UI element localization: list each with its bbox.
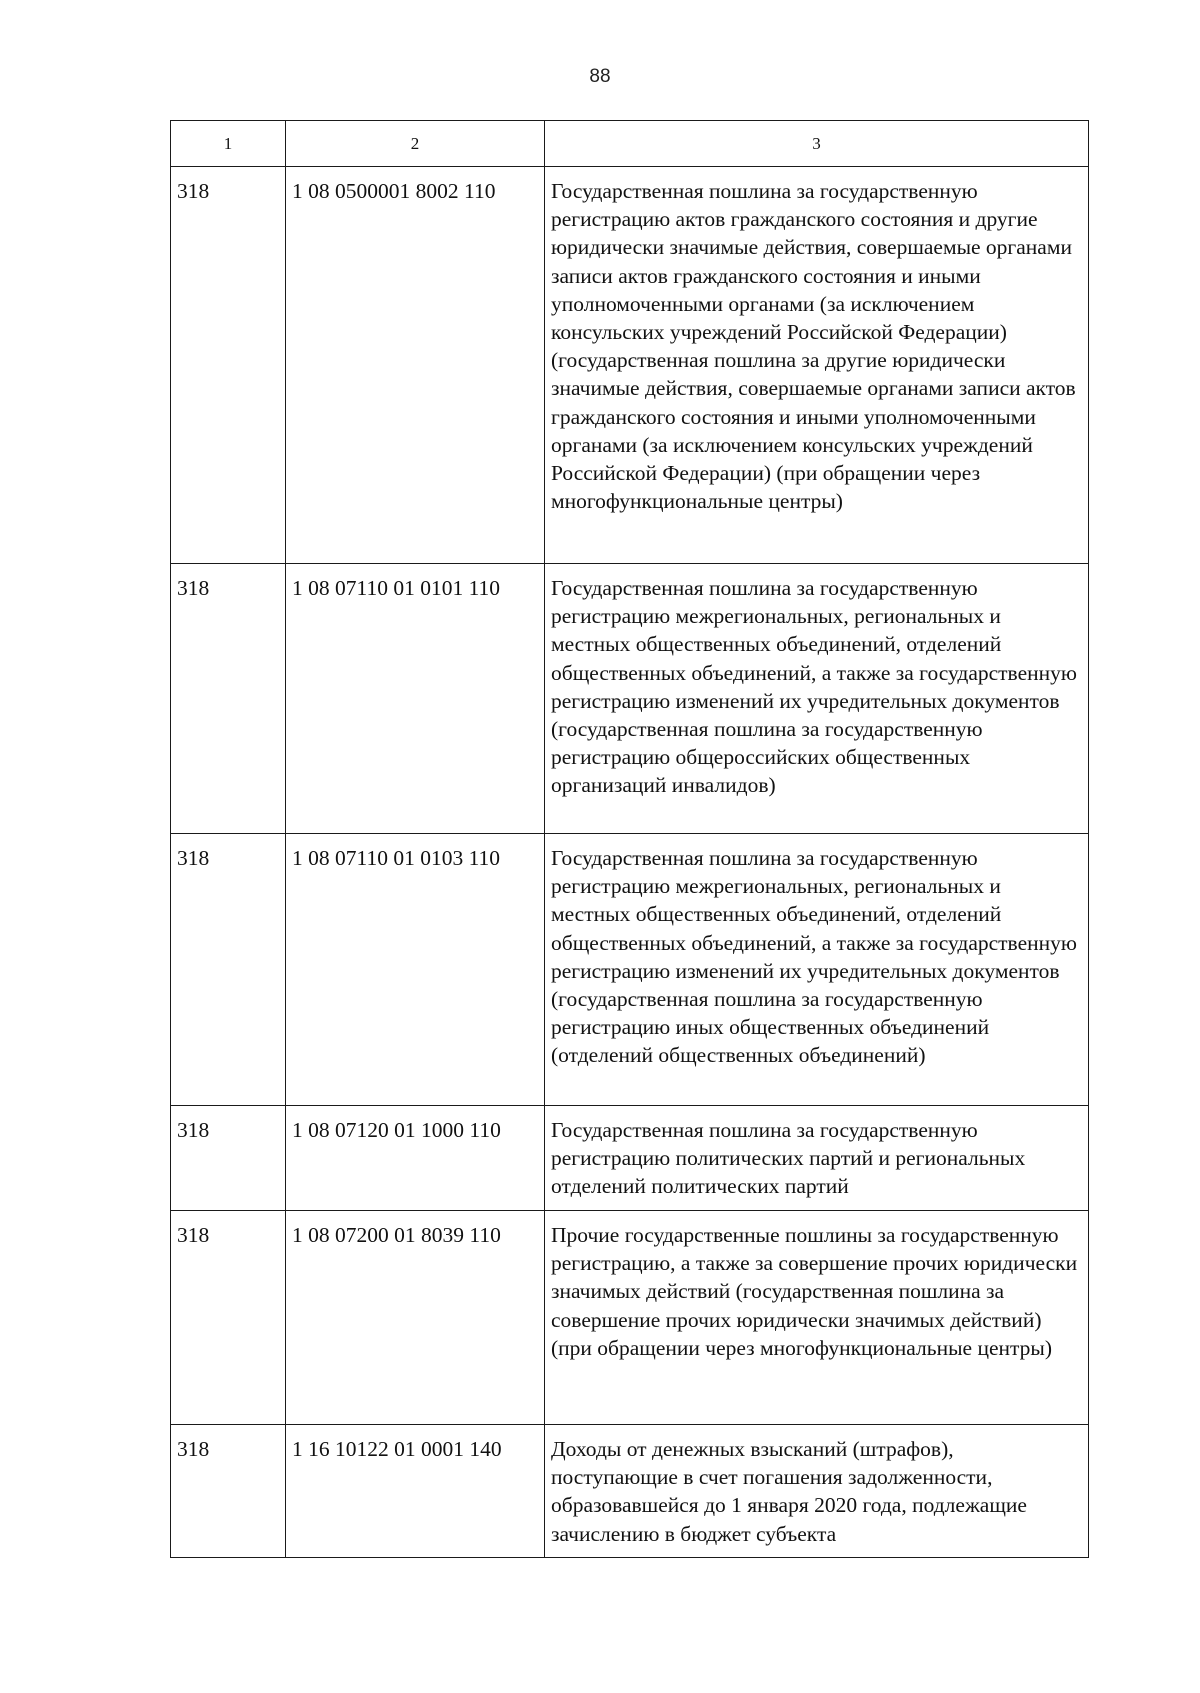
budget-code-cell: 1 08 07120 01 1000 110 xyxy=(286,1106,545,1211)
admin-code-cell: 318 xyxy=(171,1106,286,1211)
budget-code-table xyxy=(170,120,1089,1558)
budget-code-cell: 1 08 07110 01 0103 110 xyxy=(286,834,545,1106)
table-header-row xyxy=(171,121,1089,167)
budget-code-cell: 1 08 07110 01 0101 110 xyxy=(286,564,545,834)
admin-code-cell: 318 xyxy=(171,834,286,1106)
column-header-1: 1 xyxy=(171,121,286,167)
table-row xyxy=(171,1211,1089,1425)
page-number: 88 xyxy=(589,66,611,87)
description-cell: Государственная пошлина за государственную регистрацию межрегиональных, региональных и местных общественных объединений, отделений общественных объединений, а также за государственную регистрацию изменений их учредительных документов (государственная пошлина за государственную регистрацию иных общественных объединений (отделений общественных объединений) xyxy=(545,834,1089,1106)
description-cell: Прочие государственные пошлины за государственную регистрацию, а также за совершение прочих юридически значимых действий (государственная пошлина за совершение прочих юридически значимых действий) (при обращении через многофункциональные центры) xyxy=(545,1211,1089,1425)
budget-code-cell: 1 08 07200 01 8039 110 xyxy=(286,1211,545,1425)
admin-code-cell: 318 xyxy=(171,1425,286,1558)
column-header-2: 2 xyxy=(286,121,545,167)
column-header-3: 3 xyxy=(545,121,1089,167)
table-row xyxy=(171,564,1089,834)
table-row xyxy=(171,1106,1089,1211)
description-cell: Доходы от денежных взысканий (штрафов), поступающие в счет погашения задолженности, образовавшейся до 1 января 2020 года, подлежащие зачислению в бюджет субъекта xyxy=(545,1425,1089,1558)
table-row xyxy=(171,834,1089,1106)
admin-code-cell: 318 xyxy=(171,167,286,564)
budget-code-cell: 1 16 10122 01 0001 140 xyxy=(286,1425,545,1558)
admin-code-cell: 318 xyxy=(171,1211,286,1425)
admin-code-cell: 318 xyxy=(171,564,286,834)
description-cell: Государственная пошлина за государственную регистрацию политических партий и региональных отделений политических партий xyxy=(545,1106,1089,1211)
description-cell: Государственная пошлина за государственную регистрацию межрегиональных, региональных и местных общественных объединений, отделений общественных объединений, а также за государственную регистрацию изменений их учредительных документов (государственная пошлина за государственную регистрацию общероссийских общественных организаций инвалидов) xyxy=(545,564,1089,834)
description-cell: Государственная пошлина за государственную регистрацию актов гражданского состояния и другие юридически значимые действия, совершаемые органами записи актов гражданского состояния и иными уполномоченными органами (за исключением консульских учреждений Российской Федерации) (государственная пошлина за другие юридически значимые действия, совершаемые органами записи актов гражданского состояния и иными уполномоченными органами (за исключением консульских учреждений Российской Федерации) (при обращении через многофункциональные центры) xyxy=(545,167,1089,564)
budget-code-cell: 1 08 0500001 8002 110 xyxy=(286,167,545,564)
table-row xyxy=(171,1425,1089,1558)
table-row xyxy=(171,167,1089,564)
